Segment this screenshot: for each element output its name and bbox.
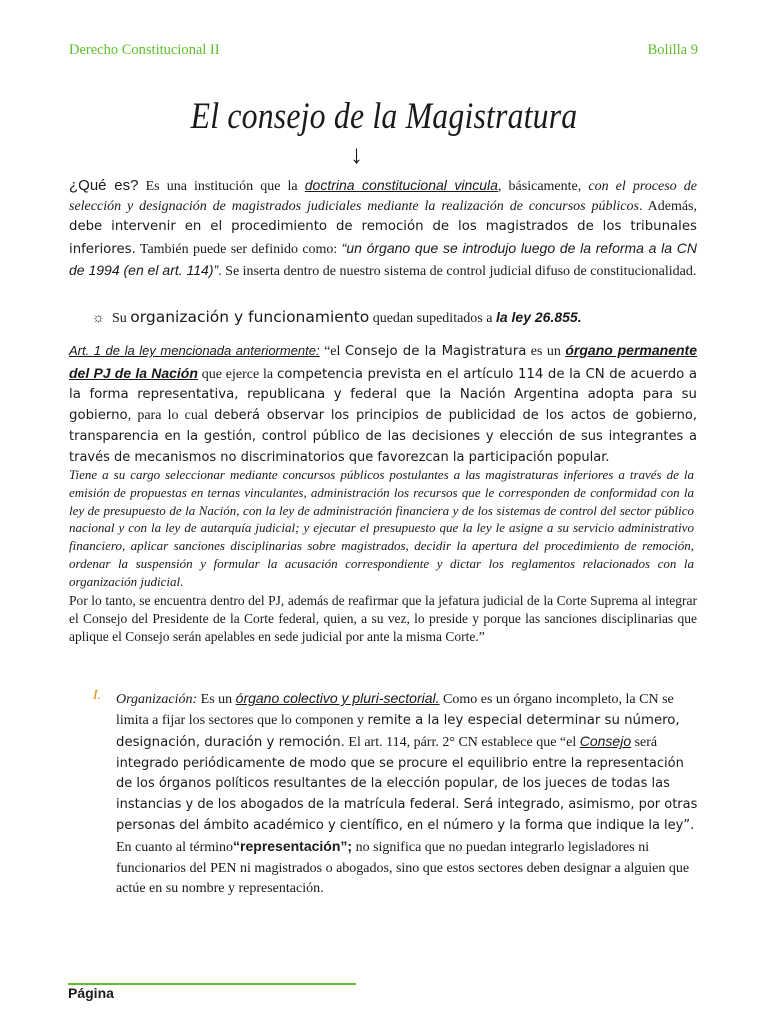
bullet-text-2: organización y funcionamiento [130, 308, 370, 326]
item-text-4: Como es un órgano incompleto, la CN se limita a fijar los sectores que lo componen y [116, 692, 674, 728]
item-text-2: Es un [197, 692, 236, 707]
intro-question: ¿Qué es? [69, 177, 139, 194]
item-text-11: “representación”; [233, 838, 353, 855]
art1-text-4: es un [526, 344, 566, 359]
item-text-1: Organización: [116, 692, 198, 707]
item-number: I. [93, 688, 102, 703]
art1-text-7: competencia prevista en el artículo 114 de la CN de acuerdo a la forma representativa, republicana y federal que la Nación Argentina adopta para su gobierno [69, 366, 697, 424]
item-text-3: órgano colectivo y pluri-sectorial. [235, 690, 440, 706]
intro-text-8: “un órgano que se introdujo luego de la reforma a la CN de 1994 (en el art. 114)” [69, 239, 697, 278]
intro-text-1: Es una institución que la [138, 179, 305, 194]
sun-icon: ☼ [92, 311, 105, 326]
art1-text-8: , para lo cual [127, 408, 215, 424]
intro-text-2: doctrina constitucional vincula [304, 177, 498, 193]
art1-italic-paragraph: Tiene a su cargo seleccionar mediante concursos públicos postulantes a las magistraturas inferiores a través de la emisión de propuestas en ternas vinculantes, administración los recursos que le corresponden de conformidad con la ley de presupuesto de la Nación, con la ley de administración financiera y de los sistemas de control del sector público nacional y con la ley de autarquía judicial; y ejecutar el presupuesto que la ley le asigne a su servicio administrativo financiero, aplicar sanciones disciplinarias sobre magistrados, decidir la apertura del procedimiento de remoción, ordenar la suspensión y formular la acusación correspondiente y dictar los reglamentos relacionados con la organización judicial. [69, 467, 694, 589]
item-text-10: En cuanto al término [116, 840, 234, 856]
item-text-7: Consejo [579, 733, 632, 750]
header-right: Bolilla 9 [647, 42, 698, 58]
down-arrow-icon: ↓ [350, 140, 363, 169]
bullet-text-3: quedan supeditados a [369, 311, 496, 326]
bullet-item [92, 308, 582, 327]
art1-text-9: deberá observar los principios de publicidad de los actos de gobierno, transparencia en la gestión, control público de las decisiones y elección de sus integrantes a través de mecanismos no discriminatorios que favorezcan la participación popular. [69, 408, 697, 465]
item-text-6: El art. 114, párr. 2° CN establece que “el [344, 735, 580, 751]
art1-text-2: “el [319, 344, 345, 359]
item-text-5: remite a la ley especial determinar su número, designación, duración y remoción. [116, 712, 680, 751]
intro-text-6: debe intervenir en el procedimiento de remoción de los magistrados de los tribunales inferiores. [69, 219, 697, 257]
intro-text-4: con el proceso de selección y designación de magistrados judiciales mediante la realización de concursos públicos [69, 179, 698, 215]
bullet-text-1: Su [112, 311, 131, 326]
item-text-9: integrado periódicamente de modo que se procure el equilibrio entre la representación de los órganos políticos resultantes de la elección popular, de los jueces de todas las instancias y de los abogados de la matrícula federal. Será integrado, asimismo, por otras personas del ámbito académico y científico, en el número y la forma que indique la ley”. [116, 755, 698, 833]
art1-conclusion-paragraph: Por lo tanto, se encuentra dentro del PJ, además de reafirmar que la jefatura judicial de la Corte Suprema al integrar el Consejo del Presidente de la Corte federal, quien, a su vez, lo preside y porque las sanciones disciplinarias que aplique el Consejo serán apelables en sede judicial por ante la misma Corte.” [69, 593, 697, 644]
art1-paragraph [69, 340, 697, 468]
art1-text-3: Consejo de la Magistratura [344, 344, 527, 359]
art1-text-5: órgano permanente del PJ de la Nación [69, 342, 697, 381]
intro-paragraph [69, 175, 697, 282]
art1-text-1: Art. 1 de la ley mencionada anteriormente: [69, 343, 320, 358]
intro-text-3: , básicamente, [497, 179, 589, 194]
page-title: El consejo de la Magistratura [190, 96, 578, 137]
intro-text-5: . Además, [638, 199, 697, 215]
header-left: Derecho Constitucional II [69, 42, 220, 58]
organization-item [116, 688, 698, 900]
item-text-12: no significa que no puedan integrarlo legisladores ni funcionarios del PEN ni magistrados o abogados, sino que estos sectores deben designar a alguien que actúe en su nombre y representación. [116, 840, 690, 897]
footer-page-label: Página [68, 985, 114, 1001]
art1-text-6: que ejerce la [197, 366, 277, 382]
intro-text-9: . Se inserta dentro de nuestro sistema de control judicial difuso de constitucionalidad. [218, 263, 697, 279]
intro-text-7: También puede ser definido como: [135, 241, 342, 257]
item-text-8: será [631, 735, 658, 751]
bullet-text-4: la ley 26.855. [495, 309, 582, 325]
